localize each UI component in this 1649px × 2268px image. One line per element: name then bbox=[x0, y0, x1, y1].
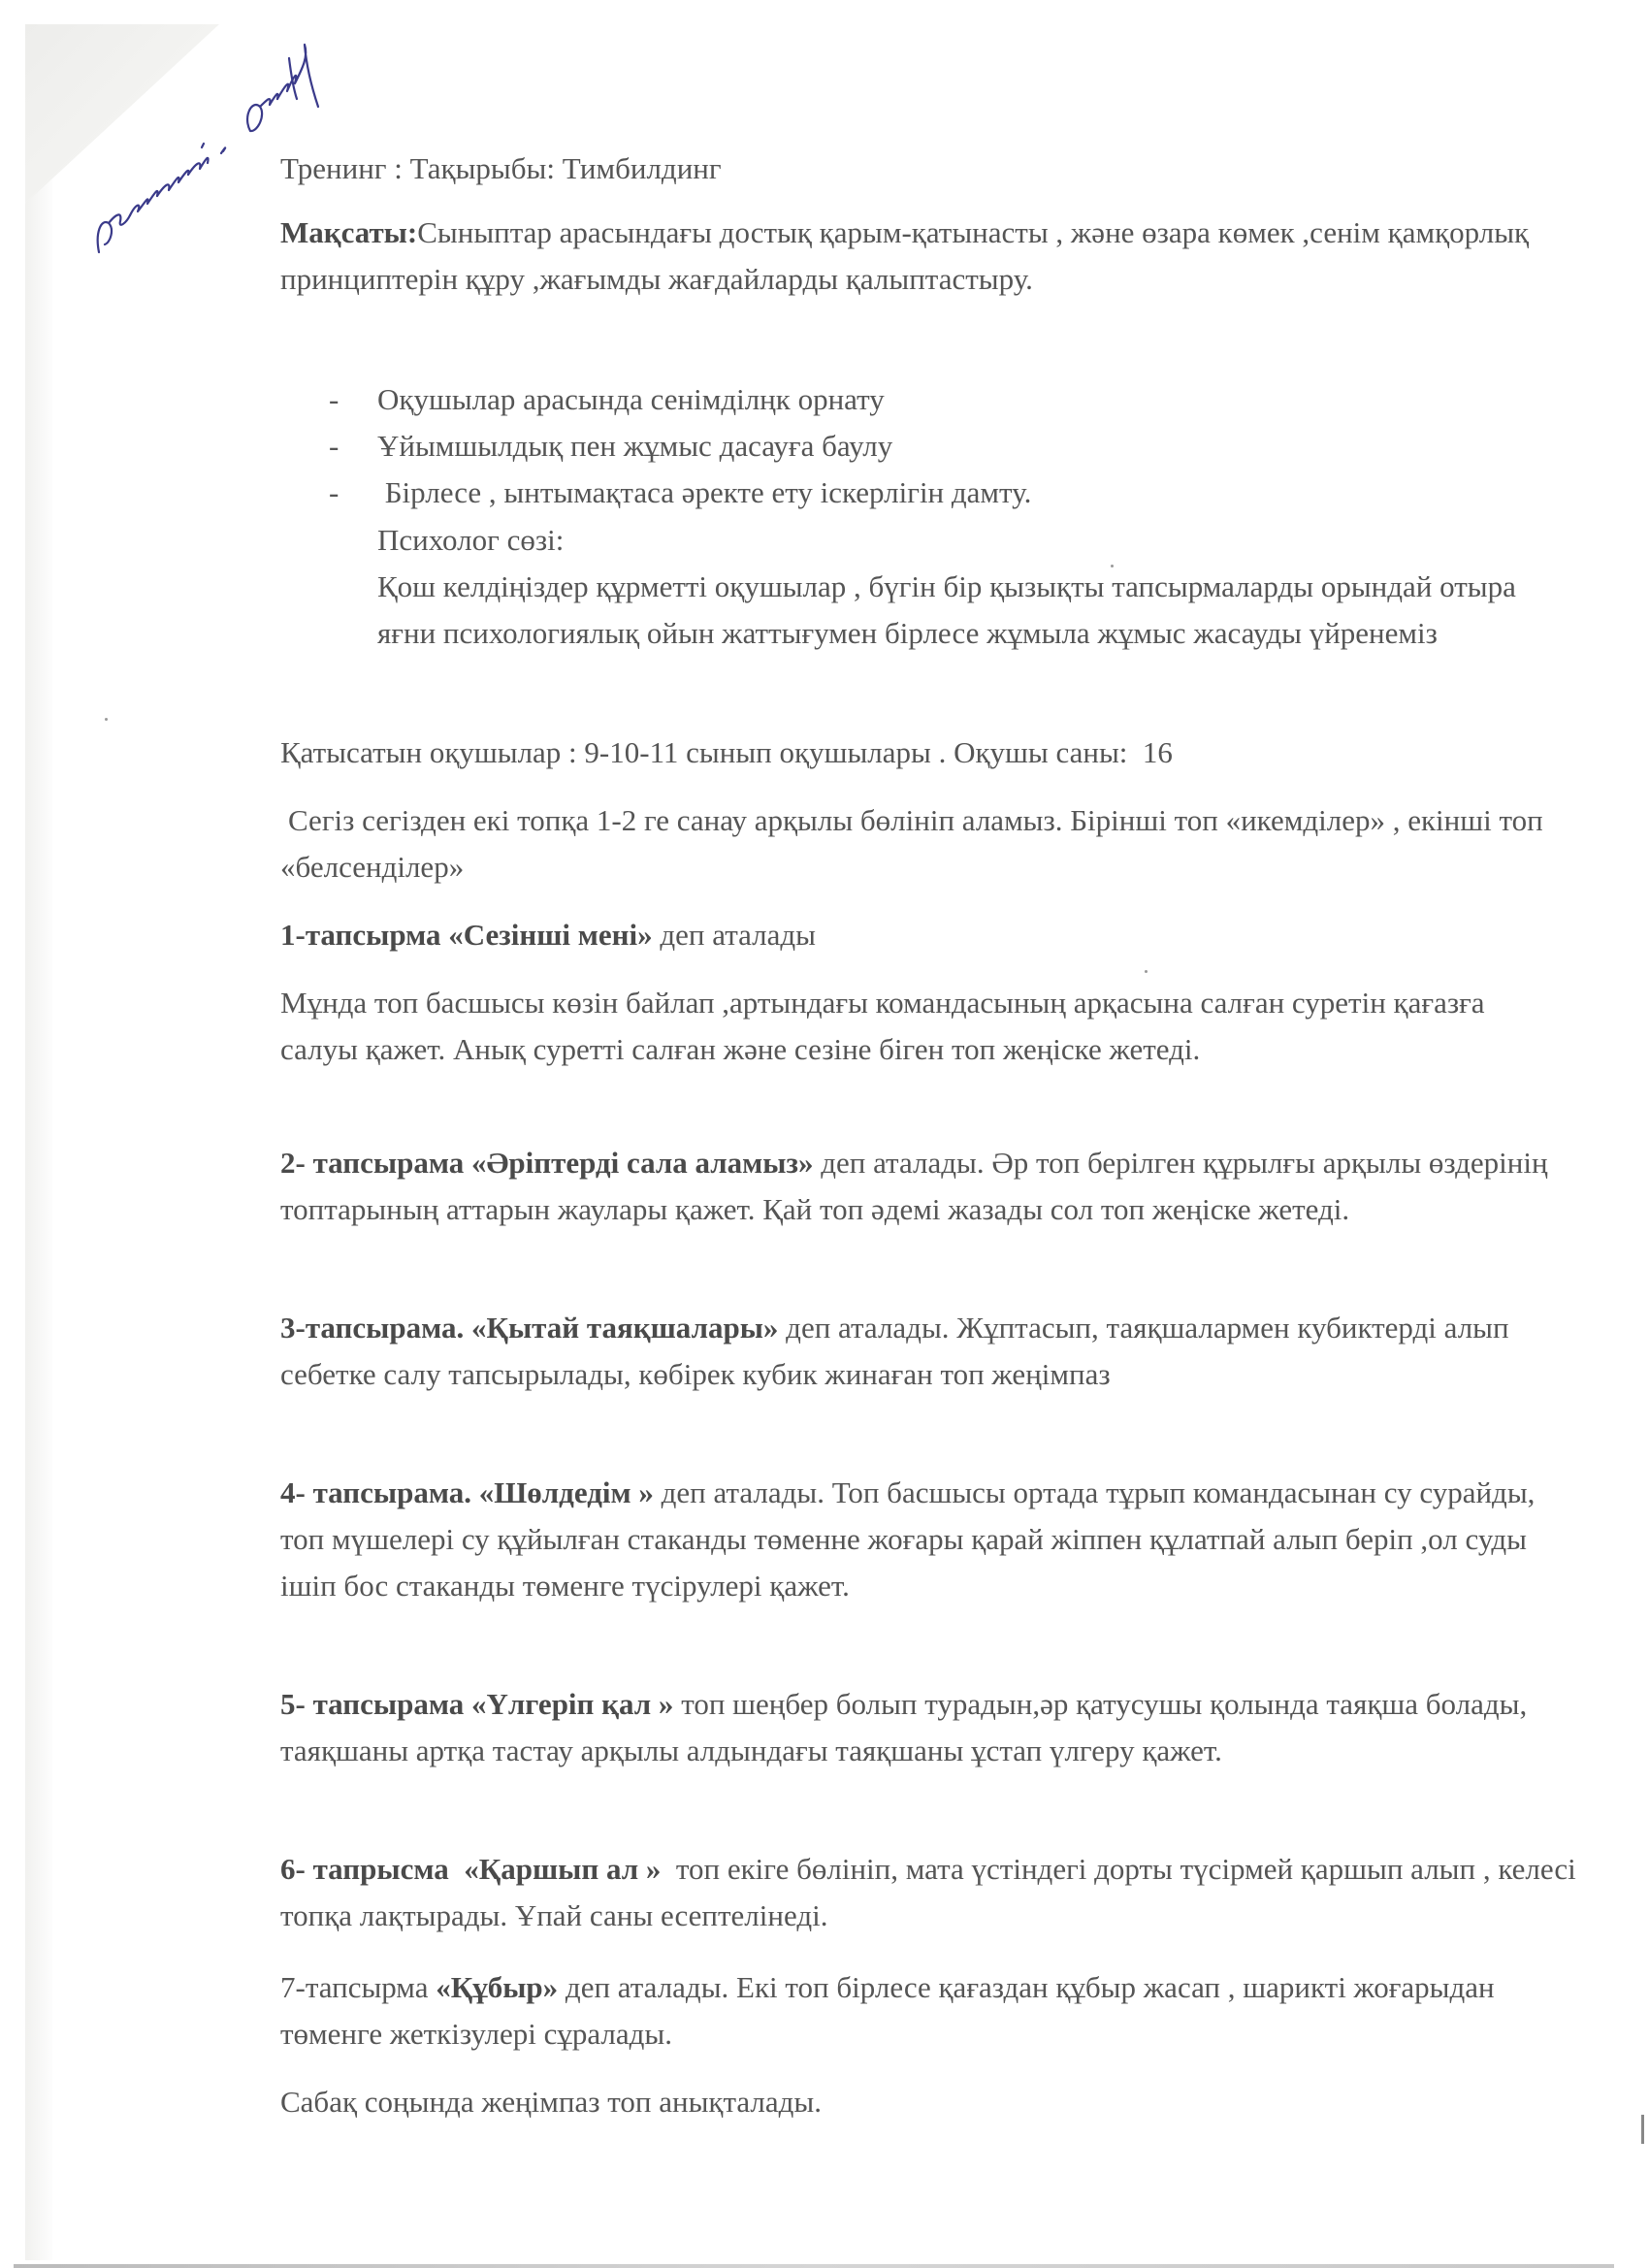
task-1-title: 1-тапсырма «Сезінші мені» bbox=[280, 918, 653, 952]
task-3-body: деп аталады. Жұптасып, таяқшалармен кубиктерді алып себетке салу тапсырылады, көбірек кубик жинаған топ жеңімпаз bbox=[280, 1311, 1509, 1391]
goal-paragraph bbox=[280, 210, 1561, 303]
objective-item bbox=[329, 423, 1590, 470]
objective-item bbox=[329, 470, 1590, 516]
conclusion-line: Сабақ соңында жеңімпаз топ анықталады. bbox=[280, 2085, 823, 2119]
dash-marker: - bbox=[329, 475, 340, 509]
task-6-paragraph bbox=[280, 1846, 1584, 1939]
objective-text: Оқушылар арасында сенімділңк орнату bbox=[377, 382, 885, 416]
task-1-body: Мұнда топ басшысы көзін байлап ,артындағы командасының арқасына салған суретін қағазға салуы қажет. Анық суретті салған және сезіне біген топ жеңіске жетеді. bbox=[280, 986, 1485, 1066]
objective-text: Бірлесе , ынтымақтаса әректе ету іскерлігін дамту. bbox=[377, 475, 1032, 509]
dash-marker: - bbox=[329, 429, 340, 463]
task-6-title: 6- тапрысма «Қаршып ал » bbox=[280, 1852, 662, 1886]
task-2-title: 2- тапсырама «Әріптерді сала аламыз» bbox=[280, 1146, 814, 1180]
task-1-suffix: деп аталады bbox=[652, 918, 816, 952]
page-bottom-edge bbox=[14, 2264, 1614, 2268]
scan-speck bbox=[105, 718, 108, 721]
task-3-title: 3-тапсырама. «Қытай таяқшалары» bbox=[280, 1311, 779, 1345]
document-title: Тренинг : Тақырыбы: Тимбилдинг bbox=[280, 151, 722, 185]
goal-label: Мақсаты: bbox=[280, 215, 418, 249]
group-split-paragraph: Сегіз сегізден екі топқа 1-2 ге санау арқылы бөлініп аламыз. Бірінші топ «икемділер» , екінші топ «белсенділер» bbox=[280, 803, 1543, 884]
psychologist-label: Психолог сөзі: bbox=[377, 523, 565, 557]
dash-marker: - bbox=[329, 382, 340, 416]
page-edge-shadow bbox=[25, 24, 52, 2260]
participants-line: Қатысатын оқушылар : 9-10-11 сынып оқушылары . Оқушы саны: 16 bbox=[280, 735, 1173, 769]
task-4-paragraph bbox=[280, 1470, 1561, 1609]
psychologist-text: Қош келдіңіздер құрметті оқушылар , бүгін бір қызықты тапсырмаларды орындай отыра яғни психологиялық ойын жаттығумен бірлесе жұмыла жұмыс жасауды үйренеміз bbox=[377, 569, 1516, 650]
objective-text: Ұйымшылдық пен жұмыс дасауға баулу bbox=[377, 429, 893, 463]
task-2-paragraph bbox=[280, 1140, 1561, 1233]
task-7-paragraph bbox=[280, 1964, 1561, 2057]
task-4-body: деп аталады. Топ басшысы ортада тұрып командасынан су сурайды, топ мүшелері су құйылған стаканды төменне жоғары қарай жіппен құлатпай алып беріп ,ол суды ішіп бос стаканды төменге түсірулері қажет. bbox=[280, 1475, 1536, 1603]
objective-item bbox=[329, 376, 1590, 423]
task-4-title: 4- тапсырама. «Шөлдедім » bbox=[280, 1475, 654, 1509]
task-5-body: топ шеңбер болып турадын,әр қатусушы қолында таяқша болады, таяқшаны артқа тастау арқылы алдындағы таяқшаны ұстап үлгеру қажет. bbox=[280, 1687, 1528, 1767]
objectives-list bbox=[329, 376, 1590, 516]
scan-speck bbox=[1111, 565, 1114, 567]
task-6-body: топ екіге бөлініп, мата үстіндегі дорты түсірмей қаршып алып , келесі топқа лақтырады. Ұпай саны есептелінеді. bbox=[280, 1852, 1584, 1932]
task-7-body: деп аталады. Екі топ бірлесе қағаздан құбыр жасап , шарикті жоғарыдан төменге жеткізулері сұралады. bbox=[280, 1970, 1495, 2051]
task-7-prefix: 7-тапсырма bbox=[280, 1970, 436, 2004]
psychologist-speech bbox=[377, 517, 1580, 657]
task-1-heading bbox=[280, 912, 816, 958]
goal-text: Сыныптар арасындағы достық қарым-қатынасты , және өзара көмек ,сенім қамқорлық принциптерін құру ,жағымды жағдайларды қалыптастыру. bbox=[280, 215, 1530, 296]
task-5-paragraph bbox=[280, 1681, 1561, 1774]
task-2-body: деп аталады. Әр топ берілген құрылғы арқылы өздерінің топтарының аттарын жаулары қажет. Қай топ әдемі жазады сол топ жеңіске жетеді. bbox=[280, 1146, 1548, 1226]
task-7-title: «Құбыр» bbox=[436, 1970, 559, 2004]
task-5-title: 5- тапсырама «Үлгеріп қал » bbox=[280, 1687, 674, 1721]
scan-edge-mark bbox=[1641, 2115, 1644, 2144]
task-3-paragraph bbox=[280, 1305, 1561, 1398]
scan-speck bbox=[1145, 970, 1148, 973]
